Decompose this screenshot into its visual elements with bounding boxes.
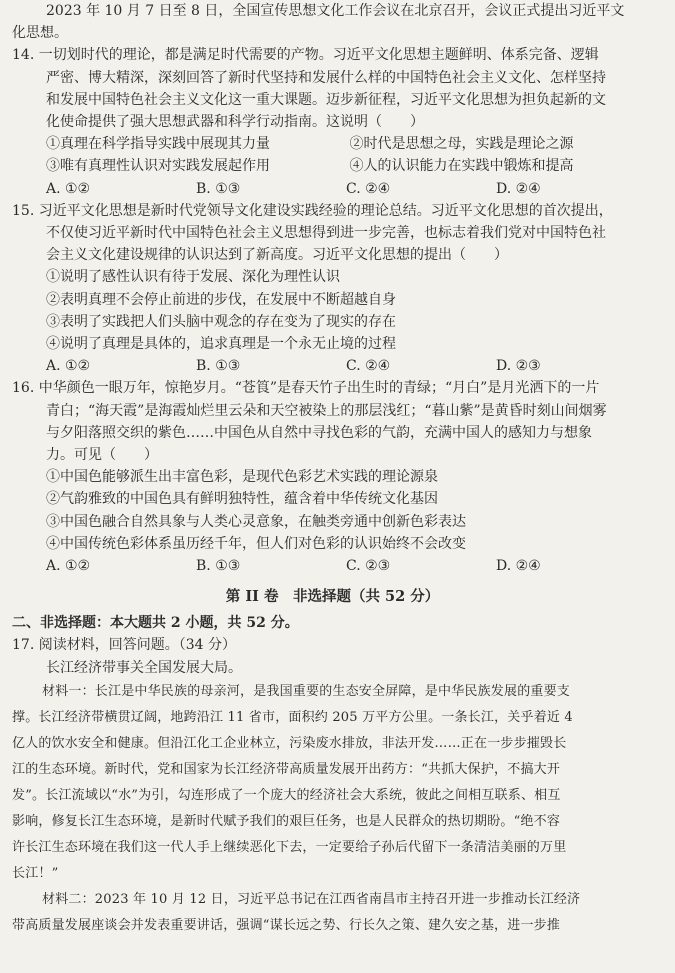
option-b: B. ①③	[196, 180, 241, 197]
material-line: 发”。长江流域以“水”为引，勾连形成了一个庞大的经济社会大系统，彼此之间相互联系、相互	[12, 787, 561, 803]
question-stem-line: 14. 一切划时代的理论，都是满足时代需要的产物。习近平文化思想主题鲜明、体系完备、逻辑	[12, 47, 599, 64]
question-15	[12, 200, 653, 378]
material-line: 材料二：2023 年 10 月 12 日，习近平总书记在江西省南昌市主持召开进一步推动长江经济	[42, 891, 581, 907]
material-line: 长江！”	[12, 865, 59, 881]
statement-item: ③表明了实践把人们头脑中观念的存在变为了现实的存在	[46, 313, 396, 330]
question-stem-line: 会主义文化建设规律的认识达到了新高度。习近平文化思想的提出（ ）	[46, 247, 508, 264]
option-d: D. ②④	[496, 558, 541, 575]
option-c: C. ②③	[346, 558, 391, 575]
intro-paragraph	[12, 0, 653, 44]
question-17	[12, 634, 653, 938]
statement-item: ①中国色能够派生出丰富色彩，是现代色彩艺术实践的理论源泉	[46, 469, 438, 486]
question-stem-line: 严密、博大精深，深刻回答了新时代坚持和发展什么样的中国特色社会主义文化、怎样坚持	[46, 69, 606, 86]
statement-row	[12, 155, 653, 177]
question-stem-line: 青白；“海天霞”是海霞灿烂里云朵和天空被染上的那层浅红；“暮山紫”是黄昏时刻山间烟雾	[46, 402, 607, 419]
material-line: 江的生态环境。新时代，党和国家为长江经济带高质量发展开出药方：“共抓大保护，不搞大开	[12, 761, 561, 777]
material-line: 许长江生态环境在我们这一代人手上继续恶化下去，一定要给子孙后代留下一条清洁美丽的万里	[12, 839, 567, 855]
material-line: 亿人的饮水安全和健康。但沿江化工企业林立，污染废水排放，非法开发……正在一步步摧毁长	[12, 735, 567, 751]
question-stem-line: 17. 阅读材料，回答问题。（34 分）	[12, 637, 236, 654]
answer-options	[12, 178, 653, 200]
option-b: B. ①③	[196, 558, 241, 575]
material-line: 材料一：长江是中华民族的母亲河，是我国重要的生态安全屏障，是中华民族发展的重要支	[42, 683, 571, 699]
material-line: 带高质量发展座谈会并发表重要讲话，强调“谋长远之势、行长久之策、建久安之基，进一步推	[12, 917, 561, 933]
question-stem-line: 和发展中国特色社会主义文化这一重大课题。迈步新征程，习近平文化思想为担负起新的文	[46, 91, 606, 108]
option-c: C. ②④	[346, 180, 391, 197]
answer-options	[12, 555, 653, 577]
option-c: C. ②④	[346, 358, 391, 375]
statement-item: ④说明了真理是具体的，追求真理是一个永无止境的过程	[46, 336, 396, 353]
statement-item: ②气韵雅致的中国色具有鲜明独特性，蕴含着中华传统文化基因	[46, 491, 438, 508]
option-b: B. ①③	[196, 358, 241, 375]
question-subtitle: 长江经济带事关全国发展大局。	[46, 659, 242, 676]
answer-options	[12, 355, 653, 377]
statement-row	[12, 133, 653, 155]
option-d: D. ②③	[496, 358, 541, 375]
statement-item: ③唯有真理性认识对实践发展起作用	[46, 158, 270, 175]
question-stem-line: 与夕阳落照交织的紫色……中国色从自然中寻找色彩的气韵，充满中国人的感知力与想象	[46, 424, 592, 441]
text-line: 2023 年 10 月 7 日至 8 日，全国宣传思想文化工作会议在北京召开，会议正式提出习近平文	[46, 3, 625, 19]
part-header: 二、非选择题：本大题共 2 小题，共 52 分。	[12, 615, 299, 632]
statement-item: ③中国色融合自然具象与人类心灵意象，在触类旁通中创新色彩表达	[46, 513, 466, 530]
material-2	[12, 887, 653, 939]
option-a: A. ①②	[46, 558, 91, 575]
option-a: A. ①②	[46, 180, 91, 197]
question-stem-line: 16. 中华颜色一眼万年，惊艳岁月。“苍筤”是春天竹子出生时的青绿；“月白”是月光洒下的一片	[12, 380, 600, 397]
statement-item: ④人的认识能力在实践中锻炼和提高	[349, 158, 574, 175]
statement-item: ②时代是思想之母，实践是理论之源	[349, 136, 574, 153]
statement-item: ④中国传统色彩体系虽历经千年，但人们对色彩的认识始终不会改变	[46, 535, 466, 552]
material-1	[12, 679, 653, 887]
question-stem-line: 化使命提供了强大思想武器和科学行动指南。这说明（ ）	[46, 114, 424, 131]
option-d: D. ②④	[496, 180, 541, 197]
question-14	[12, 44, 653, 199]
question-16	[12, 377, 653, 577]
section-title: 第 II 卷 非选择题（共 52 分）	[225, 588, 440, 606]
option-a: A. ①②	[46, 358, 91, 375]
question-stem-line: 力。可见（ ）	[46, 447, 158, 464]
statement-item: ①说明了感性认识有待于发展、深化为理性认识	[46, 269, 340, 286]
question-stem-line: 15. 习近平文化思想是新时代党领导文化建设实践经验的理论总结。习近平文化思想的首次提出，	[12, 202, 613, 219]
statement-item: ①真理在科学指导实践中展现其力量	[46, 136, 270, 153]
material-line: 撑。长江经济带横贯辽阔，地跨沿江 11 省市，面积约 205 万平方公里。一条长江，关乎着近 4	[12, 709, 573, 725]
question-stem-line: 不仅使习近平新时代中国特色社会主义思想得到进一步完善，也标志着我们党对中国特色社	[46, 225, 606, 242]
material-line: 影响，修复长江生态环境，是新时代赋予我们的艰巨任务，也是人民群众的热切期盼。“绝不容	[12, 813, 561, 829]
statement-item: ②表明真理不会停止前进的步伐，在发展中不断超越自身	[46, 291, 396, 308]
text-line: 化思想。	[12, 25, 68, 42]
